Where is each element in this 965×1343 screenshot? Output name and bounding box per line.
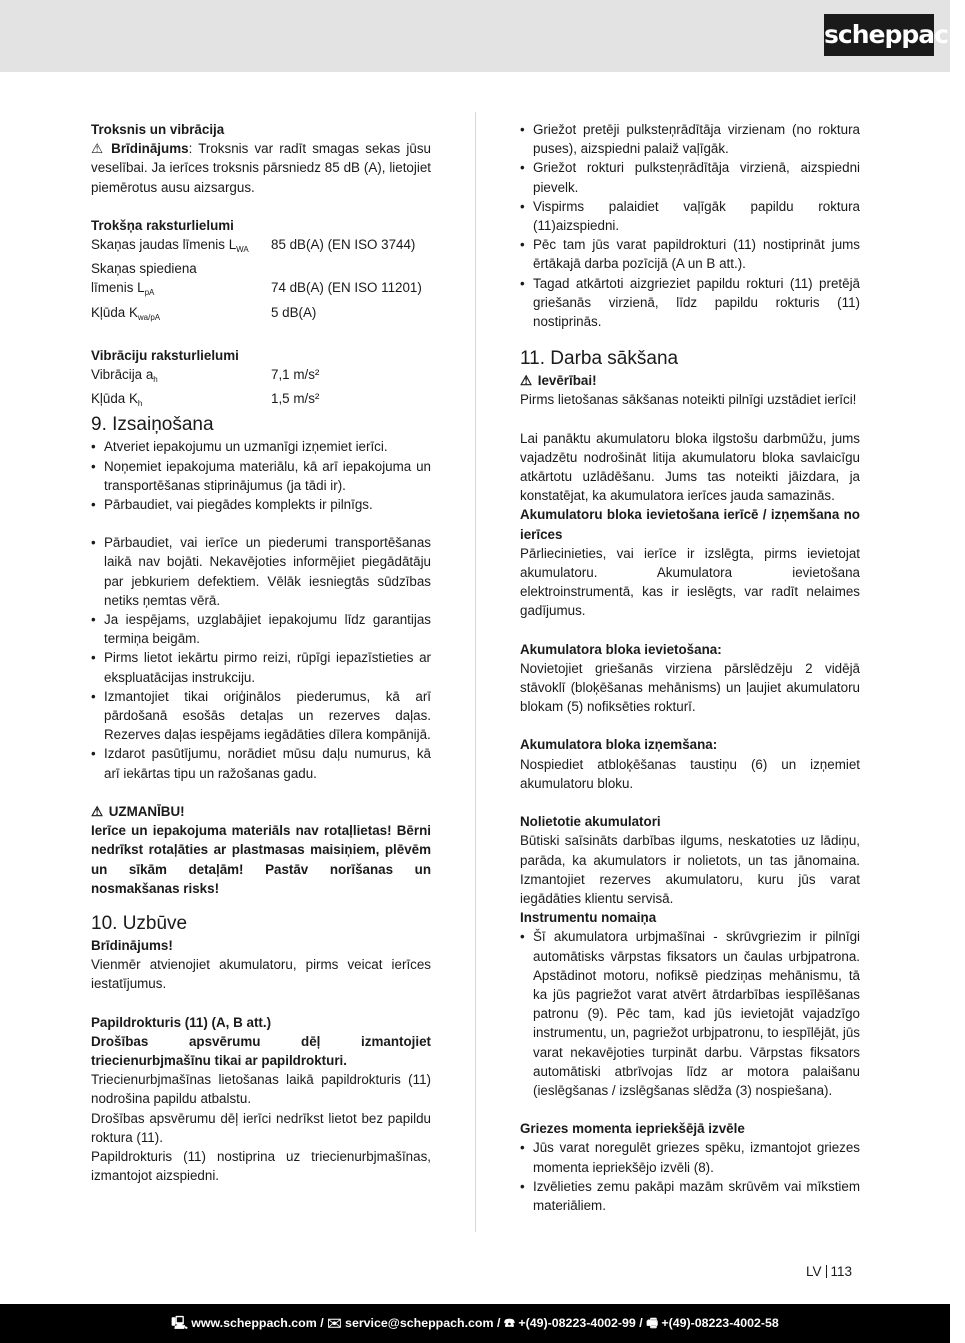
- vibration-uncertainty-row: [91, 389, 431, 413]
- pressure-level-sub: pA: [144, 288, 155, 298]
- vibration-row: [91, 365, 431, 389]
- vibration-uncertainty-value: 1,5 m/s²: [271, 391, 320, 407]
- warning2-text: Vienmēr atvienojiet akumulatoru, pirms veicat ierīces iestatījumus.: [91, 957, 431, 992]
- caution-heading: [91, 802, 431, 821]
- warning2-title: Brīdinājums!: [91, 937, 173, 953]
- noise-warning-text: : Troksnis var radīt smagas sekas jūsu veselībai. Ja ierīces troksnis pārsniedz 85 dB (A), lietojiet piemērotus ausu aizsargus.: [91, 141, 431, 195]
- list-item: • Pārbaudiet, vai ierīce un piederumi transportēšanas laikā nav bojāti. Nekavējoties informējiet piegādātāju par jebkuriem defektiem. Vēlāk iesniegtās sūdzības netiks ņemtas vērā.: [91, 533, 431, 610]
- remove-title: Akumulatora bloka izņemšana:: [520, 737, 718, 753]
- footer-email[interactable]: service@scheppach.com: [345, 1316, 494, 1330]
- pressure-level-label: līmenis L: [91, 280, 145, 296]
- footer-fax: +(49)-08223-4002-58: [661, 1316, 779, 1330]
- list-item: • Tagad atkārtoti aizgrieziet papildu rokturi (11) pretējā griešanās virzienā, līdz papildu rokturis (11) nostiprinās.: [520, 274, 860, 332]
- handle-paragraph-2: Drošības apsvērumu dēļ ierīci nedrīkst lietot bez papildu roktura (11).: [91, 1110, 431, 1145]
- handle-paragraph-1: Triecienurbjmašīnas lietošanas laikā papildrokturis (11) nodrošina papildu atbalstu.: [91, 1072, 431, 1107]
- noise-uncertainty-row: [91, 303, 431, 327]
- tool-change-title: Instrumentu nomaiņa: [520, 910, 657, 926]
- phone-icon: ☎: [503, 1316, 515, 1330]
- header-bar: [0, 0, 950, 72]
- insert-text: Novietojiet griešanās virziena pārslēdzēju 2 vidējā stāvoklī (bloķēšanas mehānisms) un ļaujiet akumulatoru blokam (5) nofiksēties rokturī.: [520, 660, 860, 715]
- vibration-specs-title: Vibrāciju raksturlielumi: [91, 347, 239, 363]
- vibration-sub: h: [153, 375, 158, 385]
- sound-power-row: [91, 235, 431, 259]
- list-item: • Pārbaudiet, vai piegādes komplekts ir pilnīgs.: [91, 495, 431, 514]
- page-language: LV: [806, 1264, 822, 1279]
- attention-text: Pirms lietošanas sākšanas noteikti pilnīgi uzstādiet ierīci!: [520, 392, 857, 408]
- vibration-uncertainty-sub: h: [137, 399, 143, 409]
- torque-list: [520, 1138, 860, 1215]
- footer-separator: /: [320, 1316, 324, 1330]
- worn-batteries-title: Nolietotie akumulatori: [520, 814, 661, 830]
- vibration-label: Vibrācija a: [91, 367, 154, 383]
- section-10-heading: 10. Uzbūve: [91, 912, 188, 934]
- list-item: • Pirms lietot iekārtu pirmo reizi, rūpīgi iepazīstieties ar ekspluatācijas instrukciju.: [91, 648, 431, 686]
- noise-warning: [91, 139, 431, 197]
- handle-paragraph-3: Papildrokturis (11) nostiprina uz triecienurbjmašīnas, izmantojot aizspiedni.: [91, 1148, 431, 1184]
- list-item: • Griežot pretēji pulksteņrādītāja virzienam (no roktura puses), aizspiedni palaiž vaļīgāk.: [520, 120, 860, 158]
- tool-change-list: [520, 927, 860, 1100]
- sound-power-label: Skaņas jaudas līmenis L: [91, 237, 237, 253]
- brand-logo: scheppach: [824, 14, 934, 56]
- insert-remove-text: Pārliecinieties, vai ierīce ir izslēgta, pirms ievietojat akumulatoru. Akumulatora ievietošana elektroinstrumentā, kas ir ieslēgts, var radīt nelaimes gadījumus.: [520, 545, 860, 619]
- pressure-level-row: [91, 278, 431, 302]
- list-item: • Atveriet iepakojumu un uzmanīgi izņemiet ierīci.: [91, 437, 431, 456]
- unpack-list-2: [91, 533, 431, 783]
- sound-power-sub: WA: [236, 245, 249, 255]
- battery-intro: Lai panāktu akumulatoru bloka ilgstošu darbmūžu, jums vajadzētu nodrošināt litija akumulatoru bloka savlaicīgu atkārtotu uzlādēšanu. Jums tas noteikti jāizdara, ja konstatējat, ka akumulatora ierīces jauda samazinās.: [520, 430, 860, 504]
- warning-icon: ⚠: [91, 803, 104, 819]
- attention-heading: [520, 371, 860, 390]
- right-column: [520, 120, 860, 1215]
- list-item: • Izmantojiet tikai oriģinālos piederumus, kā arī pārdošanā esošās detaļas un rezerves daļas. Rezerves daļas iespējams iegādāties dīlera kompānijā.: [91, 687, 431, 745]
- footer-phone[interactable]: +(49)-08223-4002-99: [518, 1316, 636, 1330]
- handle-list: [520, 120, 860, 331]
- email-icon: ✉: [327, 1316, 342, 1330]
- noise-uncertainty-label: Kļūda K: [91, 304, 138, 320]
- fax-icon: 🖷: [646, 1316, 658, 1330]
- noise-uncertainty-sub: wa/pA: [137, 312, 161, 322]
- list-item: • Ja iespējams, uzglabājiet iepakojumu līdz garantijas termiņa beigām.: [91, 610, 431, 648]
- pressure-level-value: 74 dB(A) (EN ISO 11201): [271, 280, 422, 296]
- noise-specs-title: Trokšņa raksturlielumi: [91, 217, 234, 233]
- left-column: [91, 120, 431, 1185]
- noise-title: Troksnis un vibrācija: [91, 122, 225, 137]
- caution-text: Ierīce un iepakojuma materiāls nav rotaļlietas! Bērni nedrīkst rotaļāties ar plastmasas maisiņiem, plēvēm un sīkām detaļām! Pastāv norīšanas un nosmakšanas risks!: [91, 823, 431, 896]
- list-item: • Noņemiet iepakojuma materiālu, kā arī iepakojuma un transportēšanas stiprinājumus (ja tādi ir).: [91, 457, 431, 495]
- unpack-list-1: [91, 437, 431, 514]
- torque-title: Griezes momenta iepriekšējā izvēle: [520, 1121, 745, 1137]
- sound-pressure-label: Skaņas spiediena: [91, 261, 197, 277]
- warning-icon: ⚠: [91, 141, 104, 157]
- attention-title: Ievērībai!: [537, 373, 597, 389]
- list-item: • Izdarot pasūtījumu, norādiet mūsu daļu numurus, kā arī iekārtas tipu un ražošanas gadu.: [91, 744, 431, 782]
- vibration-uncertainty-label: Kļūda K: [91, 391, 138, 407]
- list-item: • Izvēlieties zemu pakāpi mazām skrūvēm vai mīkstiem materiāliem.: [520, 1177, 860, 1215]
- vibration-value: 7,1 m/s²: [271, 367, 320, 383]
- page-number-value: 113: [830, 1264, 853, 1279]
- footer-web[interactable]: www.scheppach.com: [191, 1316, 317, 1330]
- list-item: • Šī akumulatora urbjmašīnai - skrūvgriezim ir pilnīgi automātisks vārpstas fiksators un čaulas urbjpatrona. Apstādinot motoru, nofiksē piedziņas mehānismu, tā ka jūs pagriežot varat atvērt ātrdarbības iespīlēšanas patronu (9). Pēc tam, kad jūs ievietojāt vajadzīgo instrumentu, un, pagriežot urbjpatronu, to iespīlējāt, jūs varat nekavējoties turpināt darbu. Vārpstas fiksators automātiski atbrīvojas līdz ar motora palaišanu (ieslēgšanas / izslēgšanas slēdža (3) nospiešana).: [520, 927, 860, 1100]
- column-divider: [475, 112, 476, 1232]
- list-item: • Jūs varat noregulēt griezes spēku, izmantojot griezes momenta iepriekšējo izvēli (8).: [520, 1138, 860, 1176]
- page-number-separator: [826, 1265, 827, 1278]
- handle-title: Papildrokturis (11) (A, B att.): [91, 1014, 272, 1030]
- insert-remove-title: Akumulatoru bloka ievietošana ierīcē / izņemšana no ierīces: [520, 507, 860, 542]
- list-item: • Pēc tam jūs varat papildrokturi (11) nostiprināt jums ērtākajā darba pozīcijā (A un B att.).: [520, 235, 860, 273]
- footer-bar: [0, 1304, 950, 1343]
- list-item: • Griežot rokturi pulksteņrādītāja virzienā, aizspiedni pievelk.: [520, 158, 860, 196]
- caution-title: UZMANĪBU!: [108, 803, 185, 819]
- computer-icon: 🖳: [171, 1316, 188, 1330]
- section-11-heading: 11. Darba sākšana: [520, 348, 679, 370]
- warning-icon: ⚠: [520, 373, 533, 389]
- insert-title: Akumulatora bloka ievietošana:: [520, 641, 722, 657]
- section-9-heading: 9. Izsaiņošana: [91, 414, 214, 436]
- noise-warning-label: Brīdinājums: [111, 141, 189, 157]
- handle-bold-text: Drošības apsvērumu dēļ izmantojiet triecienurbjmašīnu tikai ar papildrokturi.: [91, 1033, 431, 1068]
- sound-power-value: 85 dB(A) (EN ISO 3744): [271, 237, 416, 253]
- footer-separator: /: [496, 1316, 501, 1330]
- list-item: • Vispirms palaidiet vaļīgāk papildu roktura (11)aizspiedni.: [520, 197, 860, 235]
- worn-batteries-text: Būtiski saīsināts darbības ilgums, neskatoties uz lādiņu, parāda, ka akumulators ir nolietots, un tas jānomaina. Izmantojiet rezerves akumulatoru, kuru jūs varat iegādāties klientu servisā.: [520, 833, 860, 906]
- page-number: [806, 1264, 852, 1279]
- remove-text: Nospiediet atbloķēšanas taustiņu (6) un izņemiet akumulatoru bloku.: [520, 756, 860, 791]
- footer-separator: /: [639, 1316, 643, 1330]
- noise-uncertainty-value: 5 dB(A): [271, 304, 317, 320]
